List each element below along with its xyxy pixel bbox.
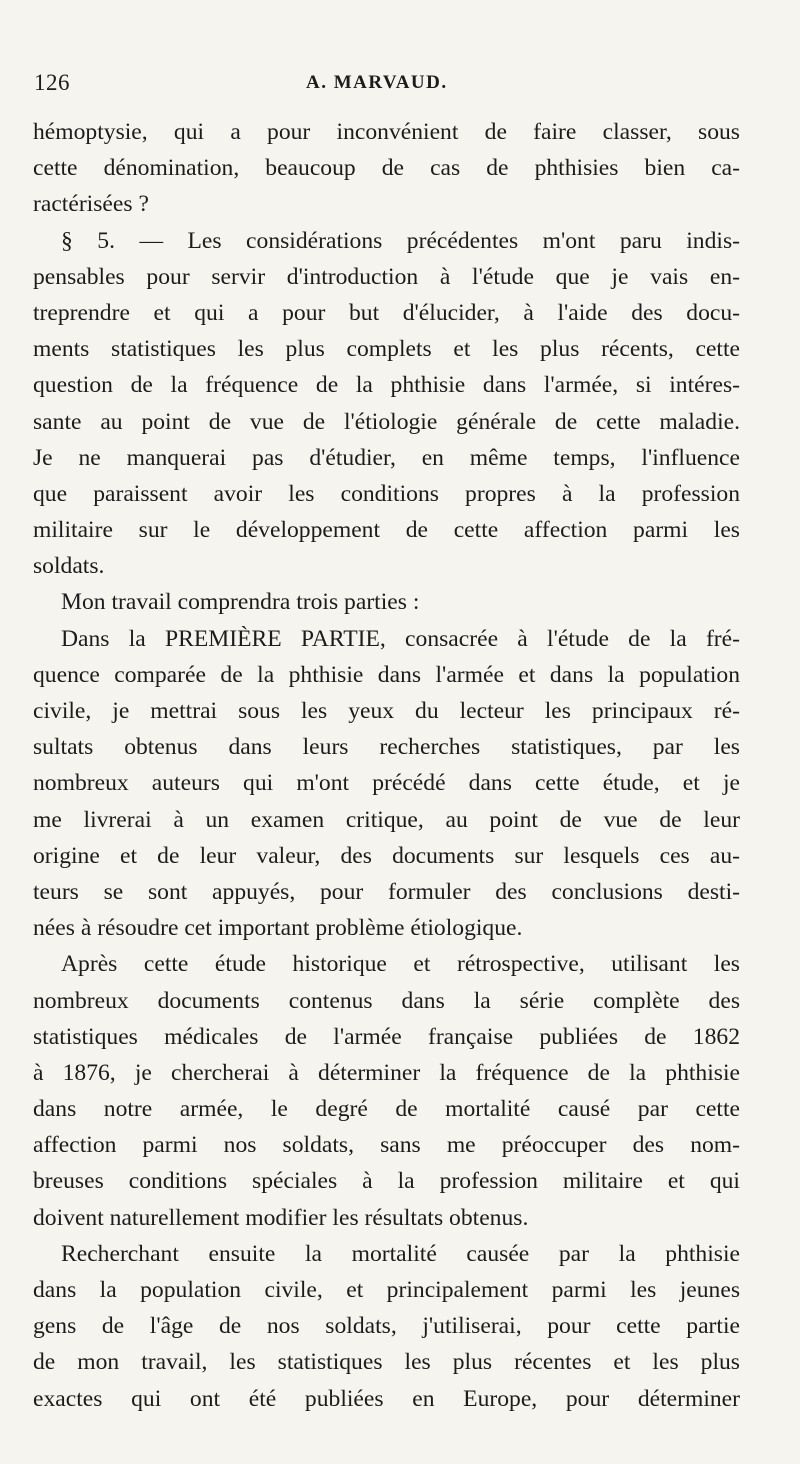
text-line: quence comparée de la phthisie dans l'armée et dans la population <box>33 661 740 688</box>
text-line: sante au point de vue de l'étiologie générale de cette maladie. <box>33 408 740 435</box>
text-line: dans notre armée, le degré de mortalité causé par cette <box>33 1096 740 1123</box>
text-line: gens de l'âge de nos soldats, j'utiliserai, pour cette partie <box>33 1313 740 1340</box>
text-line: dans la population civile, et principalement parmi les jeunes <box>33 1277 740 1303</box>
text-line: à 1876, je chercherai à déterminer la fréquence de la phthisie <box>33 1059 740 1086</box>
text-line: exactes qui ont été publiées en Europe, pour déterminer <box>33 1385 740 1412</box>
text-line: origine et de leur valeur, des documents sur lesquels ces au- <box>33 842 740 869</box>
text-line: teurs se sont appuyés, pour formuler des conclusions desti- <box>33 878 740 905</box>
text-line: treprendre et qui a pour but d'élucider, à l'aide des docu- <box>33 299 740 326</box>
text-line: breuses conditions spéciales à la profession militaire et qui <box>33 1168 740 1195</box>
text-line: pensables pour servir d'introduction à l'étude que je vais en- <box>33 263 740 290</box>
text-line: Après cette étude historique et rétrospective, utilisant les <box>61 951 740 978</box>
text-line: sultats obtenus dans leurs recherches statistiques, par les <box>33 734 740 761</box>
page-header <box>34 70 760 104</box>
text-line: hémoptysie, qui a pour inconvénient de faire classer, sous <box>33 119 740 145</box>
text-line: que paraissent avoir les conditions propres à la profession <box>33 480 740 507</box>
text-line: de mon travail, les statistiques les plus récentes et les plus <box>33 1349 740 1376</box>
text-line: statistiques médicales de l'armée française publiées de 1862 <box>33 1023 740 1050</box>
text-line: civile, je mettrai sous les yeux du lecteur les principaux ré- <box>33 698 740 724</box>
text-line: ments statistiques les plus complets et les plus récents, cette <box>33 336 740 363</box>
text-line: militaire sur le développement de cette affection parmi les <box>33 517 740 544</box>
text-line: nombreux documents contenus dans la série complète des <box>33 987 740 1014</box>
page-number: 126 <box>34 70 70 95</box>
text-line: soldats. <box>33 553 105 580</box>
section-5-heading-line: § 5. — Les considérations précédentes m'ont paru indis- <box>61 227 740 254</box>
text-line: cette dénomination, beaucoup de cas de phthisies bien ca- <box>33 155 740 182</box>
text-line: Dans la PREMIÈRE PARTIE, consacrée à l'étude de la fré- <box>61 625 740 652</box>
text-line: Je ne manquerai pas d'étudier, en même temps, l'influence <box>33 444 740 471</box>
text-line: Mon travail comprendra trois parties : <box>61 589 420 616</box>
text-line: Recherchant ensuite la mortalité causée par la phthisie <box>61 1240 740 1267</box>
text-line: question de la fréquence de la phthisie dans l'armée, si intéres- <box>33 372 740 399</box>
running-head: A. MARVAUD. <box>306 72 448 93</box>
text-line: doivent naturellement modifier les résultats obtenus. <box>33 1204 529 1231</box>
text-line: nées à résoudre cet important problème étiologique. <box>33 915 523 942</box>
text-line: ractérisées ? <box>33 191 149 218</box>
text-line: me livrerai à un examen critique, au point de vue de leur <box>33 806 740 833</box>
text-line: affection parmi nos soldats, sans me préoccuper des nom- <box>33 1132 740 1159</box>
body-text <box>33 114 740 1417</box>
text-line: nombreux auteurs qui m'ont précédé dans cette étude, et je <box>33 770 740 797</box>
